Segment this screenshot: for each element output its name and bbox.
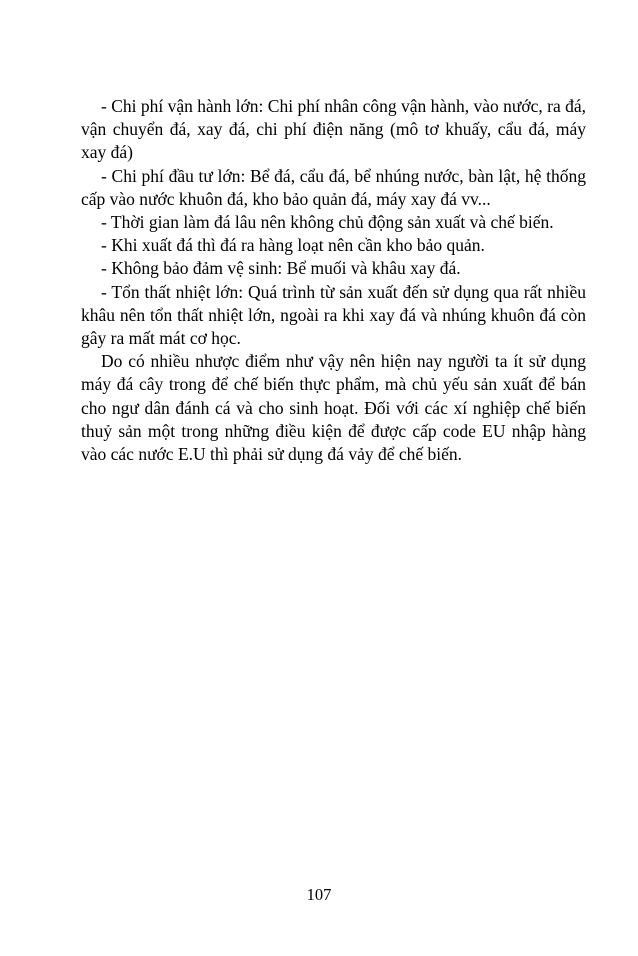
paragraph-heat-loss: - Tổn thất nhiệt lớn: Quá trình từ sản xuất đến sử dụng qua rất nhiều khâu nên tổn thất nhiệt lớn, ngoài ra khi xay đá và nhúng khuôn đá còn gây ra mất mát cơ học. — [81, 281, 586, 349]
paragraph-production-time: - Thời gian làm đá lâu nên không chủ động sản xuất và chế biến. — [101, 212, 554, 233]
page-body — [81, 95, 586, 466]
paragraph-storage: - Khi xuất đá thì đá ra hàng loạt nên cần kho bảo quản. — [101, 235, 485, 256]
paragraph-investment-cost: - Chi phí đầu tư lớn: Bể đá, cẩu đá, bể nhúng nước, bàn lật, hệ thống cấp vào nước khuôn đá, kho bảo quản đá, máy xay đá vv... — [81, 165, 586, 209]
paragraph-operating-cost: - Chi phí vận hành lớn: Chi phí nhân công vận hành, vào nước, ra đá, vận chuyển đá, xay đá, chi phí điện năng (mô tơ khuấy, cẩu đá, máy xay đá) — [81, 96, 586, 163]
paragraph-conclusion: Do có nhiều nhược điểm như vậy nên hiện nay người ta ít sử dụng máy đá cây trong để chế biến thực phẩm, mà chủ yếu sản xuất để bán cho ngư dân đánh cá và cho sinh hoạt. Đối với các xí nghiệp chế biến thuỷ sản một trong những điều kiện để được cấp code EU nhập hàng vào các nước E.U thì phải sử dụng đá vảy để chế biến. — [81, 351, 586, 465]
page-number: 107 — [306, 885, 332, 904]
paragraph-hygiene: - Không bảo đảm vệ sinh: Bể muối và khâu xay đá. — [101, 258, 461, 279]
